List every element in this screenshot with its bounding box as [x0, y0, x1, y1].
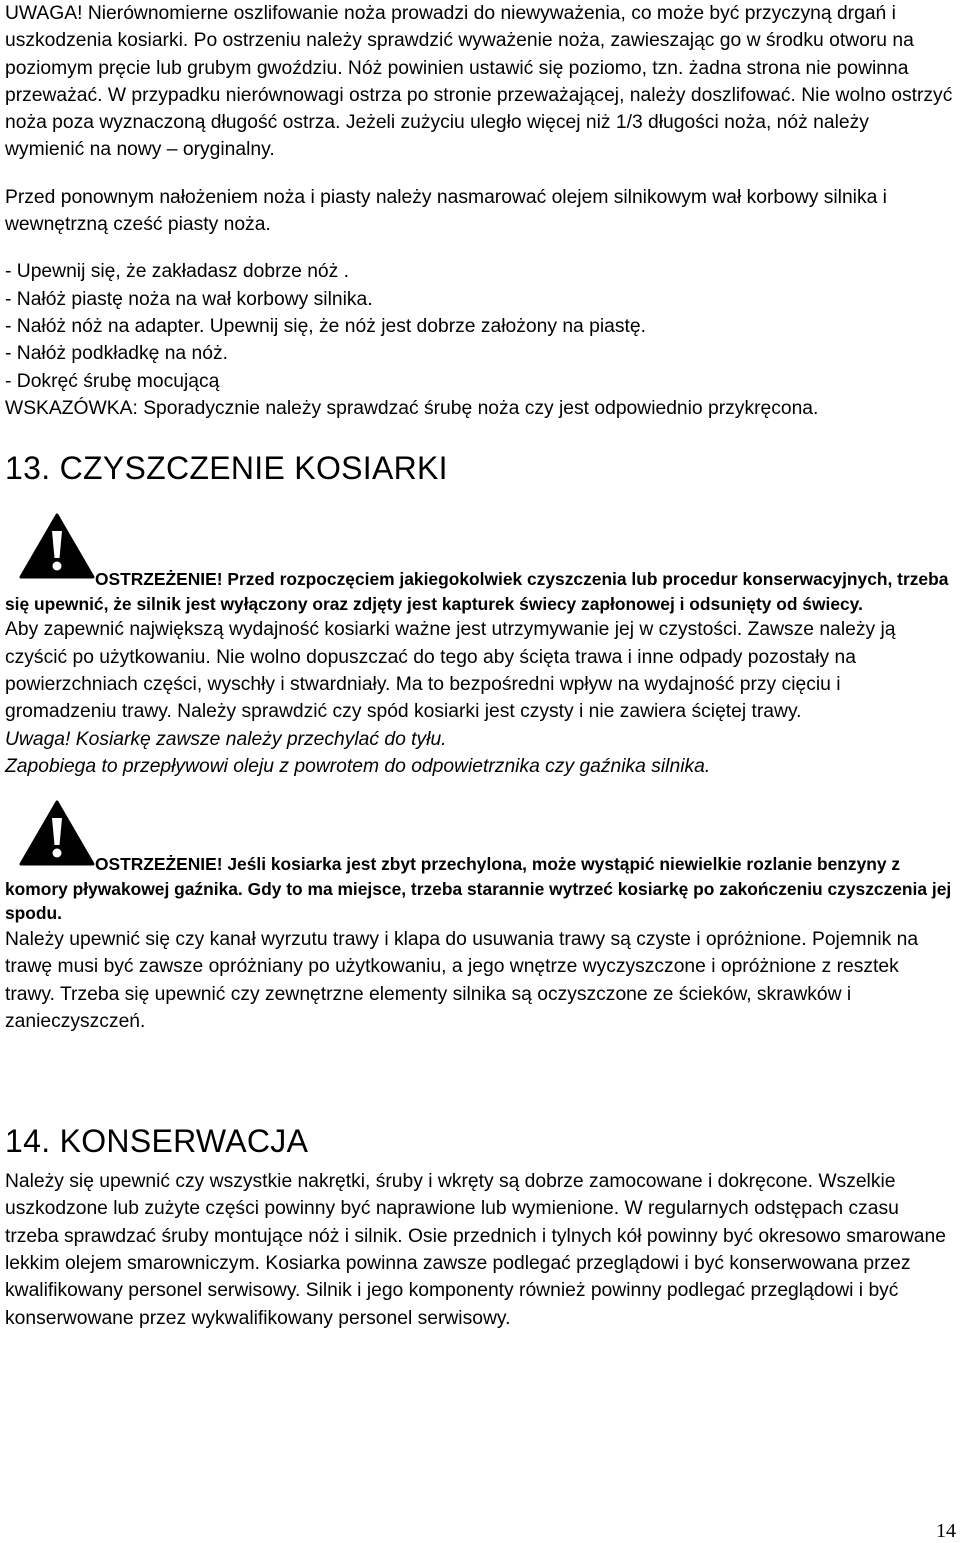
- list-item: - Dokręć śrubę mocującą: [5, 370, 220, 392]
- warning-body: Przed rozpoczęciem jakiegokolwiek czyszczenia lub procedur konserwacyjnych, trzeba się upewnić, że silnik jest wyłączony oraz zdjęty jest kapturek świecy zapłonowej i odsunięty od świecy.: [5, 569, 949, 614]
- section-13-heading: 13. CZYSZCZENIE KOSIARKI: [5, 450, 448, 487]
- page-number: 14: [936, 1520, 956, 1542]
- maintenance-paragraph: Należy się upewnić czy wszystkie nakrętki, śruby i wkręty są dobrze zamocowane i dokręcone. Wszelkie uszkodzone lub zużyte części powinny być naprawione lub wymienione. W regularnych odstępach czasu trzeba sprawdzać śruby montujące nóż i silnik. Osie przednich i tylnych kół powinny być okresowo smarowane lekkim olejem smarowniczym. Kosiarka powinna zawsze podlegać przeglądowi i być konserwowana przez kwalifikowany personel serwisowy. Silnik i jego komponenty również powinny podlegać przeglądowi i być konserwowane przez wykwalifikowany personel serwisowy.: [5, 1171, 946, 1329]
- warning-label: OSTRZEŻENIE!: [95, 569, 223, 590]
- hint-paragraph: WSKAZÓWKA: Sporadycznie należy sprawdzać śrubę noża czy jest odpowiednio przykręcona.: [5, 397, 819, 419]
- warning-label: OSTRZEŻENIE!: [95, 854, 223, 875]
- oil-note: Zapobiega to przepływowi oleju z powrotem do odpowietrznika czy gaźnika silnika.: [5, 755, 711, 777]
- assembly-steps-list: [5, 258, 953, 394]
- document-page: [5, 0, 953, 1332]
- list-item: - Nałóż nóż na adapter. Upewnij się, że nóż jest dobrze założony na piastę.: [5, 315, 646, 337]
- warning-body: Jeśli kosiarka jest zbyt przechylona, może wystąpić niewielkie rozlanie benzyny z komory pływakowej gaźnika. Gdy to ma miejsce, trzeba starannie wytrzeć kosiarkę po zakończeniu czyszczenia jej spodu.: [5, 854, 952, 924]
- section-14-heading: 14. KONSERWACJA: [5, 1123, 309, 1160]
- list-item: - Nałóż podkładkę na nóż.: [5, 343, 228, 365]
- lubrication-paragraph: Przed ponownym nałożeniem noża i piasty należy nasmarować olejem silnikowym wał korbowy silnika i wewnętrzną cześć piasty noża.: [5, 186, 887, 236]
- warning-triangle-icon: [19, 513, 95, 579]
- warning-text-1: [5, 567, 953, 616]
- list-item: - Nałóż piastę noża na wał korbowy silnika.: [5, 288, 373, 310]
- warning-block-2: [5, 800, 953, 926]
- warning-triangle-icon: [19, 800, 95, 866]
- blade-balance-paragraph: UWAGA! Nierównomierne oszlifowanie noża prowadzi do niewyważenia, co może być przyczyną drgań i uszkodzenia kosiarki. Po ostrzeniu należy sprawdzić wyważenie noża, zawieszając go w środku otworu na poziomym pręcie lub grubym gwoździu. Nóż powinien ustawić się poziomo, tzn. żadna strona nie powinna przeważać. W przypadku nierównowagi ostrza po stronie przeważającej, należy doszlifować. Nie wolno ostrzyć noża poza wyznaczoną długość ostrza. Jeżeli zużyciu uległo więcej niż 1/3 długości noża, nóż należy wymienić na nowy – oryginalny.: [5, 3, 953, 161]
- warning-block-1: [5, 513, 953, 616]
- grass-bag-paragraph: Należy upewnić się czy kanał wyrzutu trawy i klapa do usuwania trawy są czyste i opróżnione. Pojemnik na trawę musi być zawsze opróżniany po użytkowaniu, a jego wnętrze wyczyszczone i opróżnione z resztek trawy. Trzeba się upewnić czy zewnętrzne elementy silnika są oczyszczone ze ścieków, skrawków i zanieczyszczeń.: [5, 928, 919, 1032]
- tilt-note: Uwaga! Kosiarkę zawsze należy przechylać do tyłu.: [5, 728, 447, 750]
- warning-text-2: [5, 852, 953, 926]
- list-item: - Upewnij się, że zakładasz dobrze nóż .: [5, 261, 350, 283]
- cleaning-paragraph: Aby zapewnić największą wydajność kosiarki ważne jest utrzymywanie jej w czystości. Zawsze należy ją czyścić po użytkowaniu. Nie wolno dopuszczać do tego aby ścięta trawa i inne odpady pozostały na powierzchniach części, wyschły i stwardniały. Ma to bezpośredni wpływ na wydajność przy cięciu i gromadzeniu trawy. Należy sprawdzić czy spód kosiarki jest czysty i nie zawiera ściętej trawy.: [5, 619, 896, 723]
